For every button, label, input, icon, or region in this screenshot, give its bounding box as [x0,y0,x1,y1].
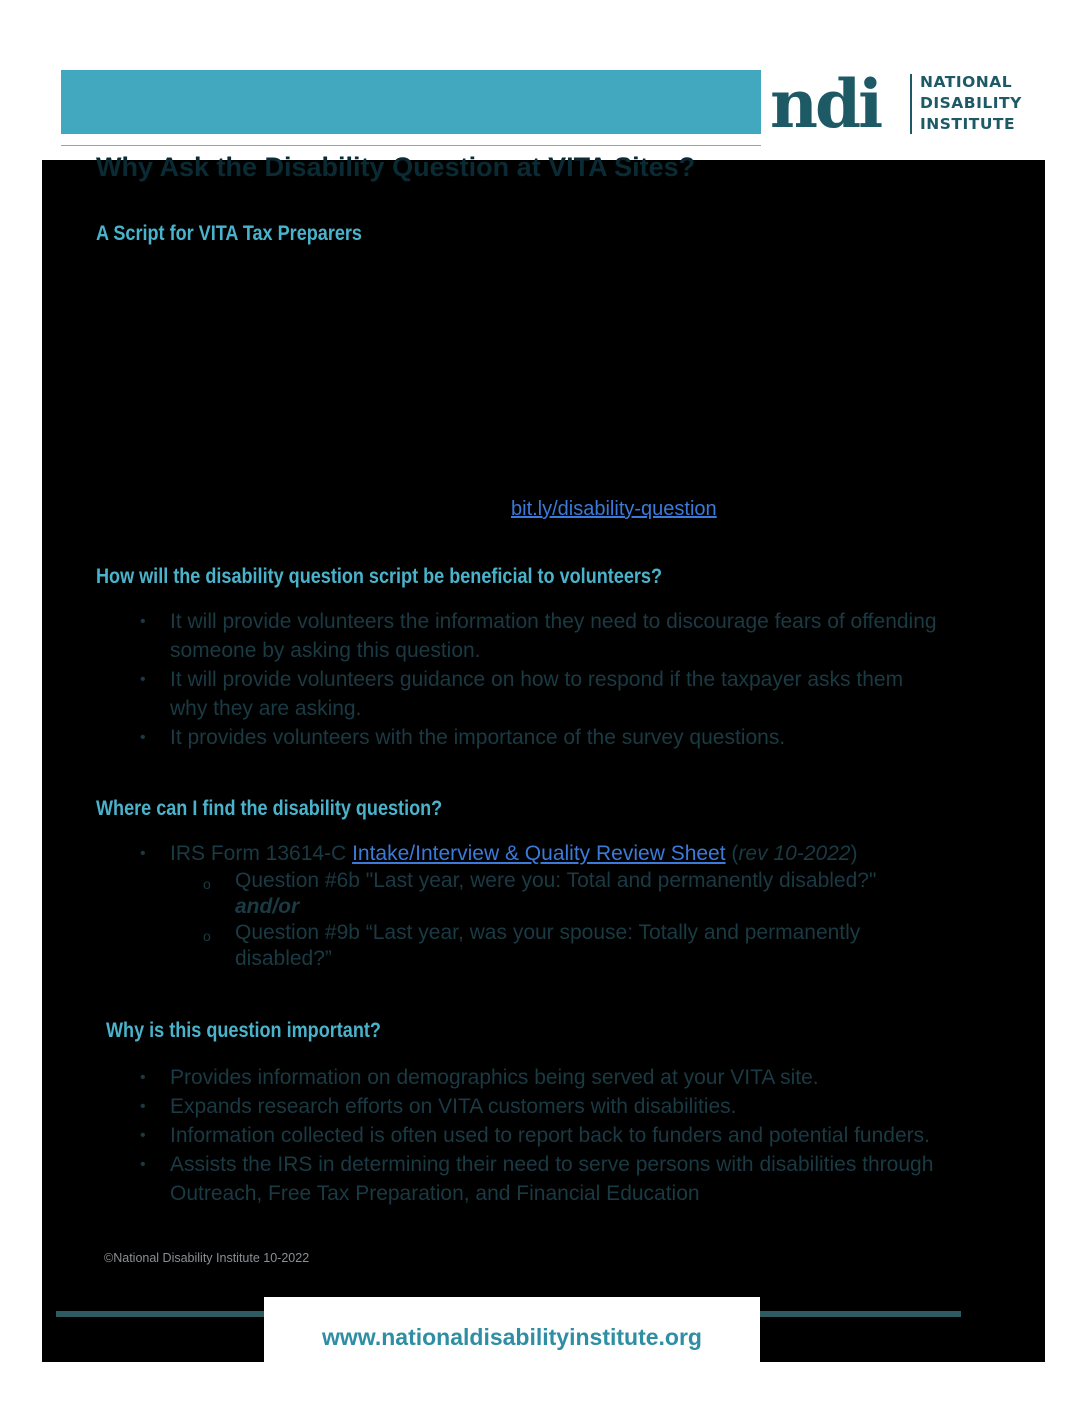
circle-bullet-icon: o [203,876,211,892]
page-subtitle: A Script for VITA Tax Preparers [96,222,362,245]
short-link[interactable]: bit.ly/disability-question [511,498,717,520]
list-item: • Assists the IRS in determining their need to serve persons with disabilities through Outreach, Free Tax Preparation, and Financial Education [0,1150,940,1208]
logo-wordmark [920,72,1022,135]
form-revision: rev 10-2022 [738,842,851,865]
intake-sheet-link[interactable]: Intake/Interview & Quality Review Sheet [352,842,726,865]
bullet-icon: • [140,729,146,746]
logo-word-1: NATIONAL [920,73,1013,91]
bullet-icon: • [140,671,146,688]
section2-list [0,839,955,972]
list-item: • It will provide volunteers guidance on how to respond if the taxpayer asks them why they are asking. [0,665,940,723]
list-item: • IRS Form 13614-C Intake/Interview & Quality Review Sheet (rev 10-2022) [0,839,940,868]
copyright: ©National Disability Institute 10-2022 [104,1251,310,1265]
section2-heading: Where can I find the disability question? [96,797,443,820]
section3-heading: Why is this question important? [106,1019,381,1042]
logo-word-3: INSTITUTE [920,115,1016,133]
bullet-icon: • [140,1069,146,1086]
section1-heading: How will the disability question script be beneficial to volunteers? [96,565,662,588]
logo-divider [910,74,912,134]
logo-mark: ndi [770,65,881,143]
bullet-icon: • [140,845,146,862]
page-title: Why Ask the Disability Question at VITA Sites? [96,152,696,182]
list-item: • It provides volunteers with the importance of the survey questions. [0,723,940,752]
list-item: • Expands research efforts on VITA customers with disabilities. [0,1092,940,1121]
section3-list [0,1063,940,1208]
section1-list [0,607,940,752]
sub-list-item: o Question #9b “Last year, was your spouse: Totally and permanently disabled?” [203,921,861,970]
bullet-icon: • [140,1098,146,1115]
ndi-logo [770,65,1040,143]
list-item: • Provides information on demographics being served at your VITA site. [0,1063,940,1092]
header-banner [61,70,761,134]
footer-box [264,1297,760,1363]
bullet-icon: • [140,1127,146,1144]
list-item: • Information collected is often used to report back to funders and potential funders. [0,1121,940,1150]
list-item: • It will provide volunteers the information they need to discourage fears of offending someone by asking this question. [0,607,940,665]
bullet-icon: • [140,1156,146,1173]
bullet-icon: • [140,613,146,630]
circle-bullet-icon: o [203,928,211,944]
header-rule [61,145,761,146]
sub-list-item: o Question #6b "Last year, were you: Total and permanently disabled?" and/or [0,868,955,920]
website-link[interactable]: www.nationaldisabilityinstitute.org [322,1324,702,1350]
andor-text: and/or [235,895,300,918]
logo-word-2: DISABILITY [920,94,1022,112]
